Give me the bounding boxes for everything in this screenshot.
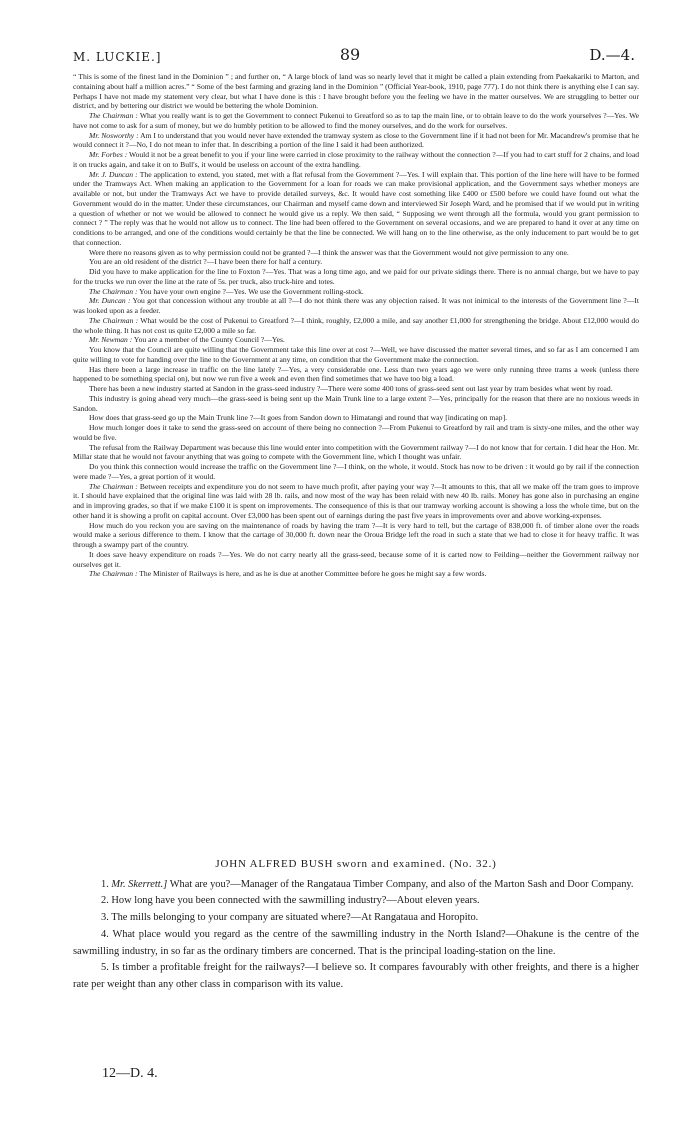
question-number: 2. xyxy=(101,895,109,907)
speaker-label: The Chairman : xyxy=(89,111,138,120)
testimony-text-run: What you really want is to get the Government to connect Pukenui to Greatford so as to tap the main line, or to obtain leave to do the work yourselves ?—Yes. We have not come to ask for a sum of money, but we do humbly petition to be allowed to find the money ourselves, and do the work for ourselves. xyxy=(73,111,639,130)
question-paragraph xyxy=(73,893,639,910)
question-text: The mills belonging to your company are situated where?—At Rangataua and Horopito. xyxy=(111,912,479,924)
speaker-label: The Chairman : xyxy=(89,569,138,579)
testimony-text-run: The Minister of Railways is here, and as he is due at another Committee before he goes he might say a few words. xyxy=(139,569,487,579)
question-number: 3. xyxy=(101,912,109,924)
speaker-label: The Chairman : xyxy=(89,315,139,325)
testimony-paragraph xyxy=(73,248,639,258)
page-number: 89 xyxy=(339,45,361,64)
witness-questions xyxy=(73,877,639,994)
speaker-label: Mr. Newman : xyxy=(89,335,133,345)
question-paragraph xyxy=(73,910,639,927)
testimony-paragraph xyxy=(73,482,639,521)
speaker-label: Mr. Forbes : xyxy=(89,150,128,159)
testimony-text-run: This industry is going ahead very much—the grass-seed is being sent up the Main Trunk line to a large extent ?—Yes, principally for the reason that there are no noxious weeds in Sandon. xyxy=(73,393,639,413)
question-text: Is timber a profitable freight for the railways?—I believe so. It compares favourably with other freights, and there is a higher rate per weight than any other class in comparison with its value. xyxy=(73,962,639,990)
question-text: What place would you regard as the centre of the sawmilling industry in the North Island?—Ohakune is the centre of the sawmilling industry, in so far as the ordinary timbers are concerned. That is the principal loading-station on the line. xyxy=(73,928,639,957)
testimony-paragraph xyxy=(73,170,639,248)
testimony-text-run: The application to extend, you stated, met with a flat refusal from the Government ?—Yes. I will explain that. This portion of the line here will have to be formed under the Tramways Act. When making an application to the Government for a loan for roads we can make provisional application, and the Government says whether moneys are available or not, but under the Tramways Act we have to provide detailed surveys, &c. It would have cost something like £400 or £500 before we could have found out what the Government would do in the matter. Under these circumstances, our Chairman and myself came down and interviewed Sir Joseph Ward, and he promised that if we would put in writing a question of whether or not we would be allowed to connect he would give us a reply. We then said, “ Supposing we went through all the formula, would you grant permission to connect ? ” The reply was that he would not allow us to connect. The line had been offered to the Government on several occasions, and we are prepared to hand it over at any time on conditions to be arranged, and one of the conditions would certainly be that the line be connected. We will hang on to the line otherwise, as the only inducement to part would be to get that connection. xyxy=(73,169,639,247)
testimony-paragraph xyxy=(73,394,639,414)
testimony-text-run: How does that grass-seed go up the Main Trunk line ?—It goes from Sandon down to Himatangi and round that way [indicating on map]. xyxy=(89,413,508,423)
testimony-paragraph xyxy=(73,111,639,131)
testimony-paragraph xyxy=(73,462,639,482)
speaker-label: Mr. Nosworthy : xyxy=(89,130,139,140)
testimony-paragraph xyxy=(73,413,639,423)
testimony-text-run: You have your own engine ?—Yes. We use the Government rolling-stock. xyxy=(139,286,364,296)
testimony-paragraph xyxy=(73,335,639,345)
testimony-text-run: You got that concession without any trouble at all ?—I do not think there was any objection raised. It was not inimical to the interests of the Government line ?—It was looked upon as a feeder. xyxy=(73,296,639,315)
testimony-paragraph xyxy=(73,365,639,385)
testimony-text-run: Would it not be a great benefit to you if your line were carried in close proximity to the railway without the connection ?—If you had to cart stuff for 2 chains, and load it on trucks again, and take it on to Bull's, it would be useless on account of the extra handling. xyxy=(73,150,639,169)
question-text: How long have you been connected with the sawmilling industry?—About eleven years. xyxy=(111,895,480,907)
signature-mark: 12—D. 4. xyxy=(102,1066,158,1081)
testimony-paragraph xyxy=(73,287,639,297)
testimony-text-run: Has there been a large increase in traffic on the line lately ?—Yes, a very considerable one. Less than two years ago we were only running three trams a week (unless there happened to be something special on), but now we run five a week and even then find sometimes that we have too big a load. xyxy=(73,364,639,384)
testimony-text-run: “ This is some of the finest land in the Dominion ” ; and further on, “ A large block of land was so nearly level that it might be called a plain extending from Paekakariki to Marton, and containing about half a million acres.” “ Some of the best farming and grazing land in the Dominion ” (Official Year-book, 1910, page 777). I do not think there is anything else I can say. Perhaps I have not made my statement very clear, but what I have done is this : I have brought before you the feeling we have in the matter ourselves. We are struggling to better our district, and by bettering our district we would be bettering the whole Dominion. xyxy=(73,72,639,111)
testimony-text-run: You are a member of the County Council ?—Yes. xyxy=(133,335,285,345)
testimony-paragraph xyxy=(73,257,639,267)
testimony-paragraph xyxy=(73,550,639,570)
testimony-paragraph xyxy=(73,423,639,443)
testimony-paragraph xyxy=(73,569,639,579)
testimony-text-run: What would be the cost of Pukenui to Greatford ?—I think, roughly, £2,000 a mile, and say another £1,000 for strengthening the bridge. About £12,000 would do the whole thing. It has not cost us quite £2,000 a mile so far. xyxy=(73,315,639,335)
question-text: What are you?—Manager of the Rangataua Timber Company, and also of the Marton Sash and Door Company. xyxy=(169,878,634,890)
document-reference: D.—4. xyxy=(589,46,635,64)
speaker-label: Mr. Skerrett.] xyxy=(111,878,168,890)
testimony-text-run: You are an old resident of the district ?—I have been there for half a century. xyxy=(89,257,323,267)
testimony-text-run: You know that the Council are quite willing that the Government take this line over at cost ?—Well, we have discussed the matter several times, and so far as I am concerned I am quite willing to vote for handing over the line to the Government at any time, on condition that the Government make the connection. xyxy=(73,345,639,364)
question-number: 4. xyxy=(101,928,109,940)
testimony-text-run: Am I to understand that you would never have extended the tramway system as close to the Government line if it had not been for Mr. Macandrew's promise that he would connect it ?—No, I do not mean to infer that. In describing a portion of the line I said it had been authorized. xyxy=(73,130,639,150)
question-paragraph xyxy=(73,960,639,993)
testimony-paragraph xyxy=(73,72,639,111)
testimony-paragraph xyxy=(73,443,639,463)
testimony-text-run: How much longer does it take to send the grass-seed on account of there being no connection ?—From Pukenui to Greatford by rail and tram is sixty-one miles, and the other way would be five. xyxy=(73,423,639,442)
testimony-text-run: Were there no reasons given as to why permission could not be granted ?—I think the answer was that the Government would not give permission to any one. xyxy=(89,247,569,257)
testimony-text xyxy=(73,72,639,850)
testimony-paragraph xyxy=(73,267,639,287)
testimony-text-run: It does save heavy expenditure on roads ?—Yes. We do not carry nearly all the grass-seed, because some of it is carted now to Feilding—neither the Government railway nor ourselves get it. xyxy=(73,549,639,569)
testimony-text-run: There has been a new industry started at Sandon in the grass-seed industry ?—There were some 400 tons of grass-seed sent out last year by tram besides what went by road. xyxy=(89,384,613,393)
question-number: 5. xyxy=(101,962,109,974)
testimony-paragraph xyxy=(73,131,639,151)
question-number: 1. xyxy=(101,878,109,890)
testimony-paragraph xyxy=(73,150,639,170)
testimony-text-run: Do you think this connection would increase the traffic on the Government line ?—I think, on the whole, it would. Stock has now to be driven : it would go by rail if the connection were made ?—Yes, a great portion of it would. xyxy=(73,462,639,481)
speaker-label: The Chairman : xyxy=(89,286,138,296)
testimony-text-run: How much do you reckon you are saving on the maintenance of roads by having the tram ?—It is very hard to tell, but the cartage of 838,000 ft. of timber alone over the roads would make a serious difference to them. I know that the cartage of 30,000 ft. down near the Oroua Bridge left the road in such a state that we had to close it for heavy traffic. It was through a swampy part of the country. xyxy=(73,520,639,549)
testimony-text-run: Did you have to make application for the line to Foxton ?—Yes. That was a long time ago, and we paid for our private sidings there. There is no annual charge, but we have to pay for the trucks we run over the line at the rate of 5s. per truck, also truck-hire and totes. xyxy=(73,267,639,286)
testimony-text-run: Between receipts and expenditure you do not seem to have much profit, after paying your way ?—It amounts to this, that all we make off the tram goes to improve it. I should have explained that the original line was laid with 28 lb. rails, and now most of the way has been relaid with new 40 lb. rails. Money has gone also in purchasing an engine and in improving grades, so that if we make £100 it is spent on improvements. The consequence of this is that our tramway working account is showing a loss the whole time, but on the other hand it is showing a profit on capital account. Over £3,000 has been spent out of earnings during the past five years in improvements over and above working-expenses. xyxy=(73,481,639,520)
testimony-text-run: The refusal from the Railway Department was because this line would enter into competition with the Government railway ?—I do not know that for certain. I did hear the Hon. Mr. Millar state that he would not favour anything that was going to compete with the Government line, which I thought was unfair. xyxy=(73,442,639,462)
testimony-paragraph xyxy=(73,345,639,365)
witness-section xyxy=(73,856,639,1056)
speaker-label: The Chairman : xyxy=(89,481,138,491)
testimony-paragraph xyxy=(73,296,639,316)
running-header-left: M. LUCKIE.] xyxy=(73,50,162,64)
witness-heading: JOHN ALFRED BUSH sworn and examined. (No. 32.) xyxy=(215,858,497,870)
question-paragraph xyxy=(73,927,639,960)
testimony-paragraph xyxy=(73,384,639,394)
question-paragraph xyxy=(73,877,639,894)
testimony-paragraph xyxy=(73,316,639,336)
speaker-label: Mr. J. Duncan : xyxy=(89,169,138,179)
testimony-paragraph xyxy=(73,521,639,550)
speaker-label: Mr. Duncan : xyxy=(89,296,131,306)
